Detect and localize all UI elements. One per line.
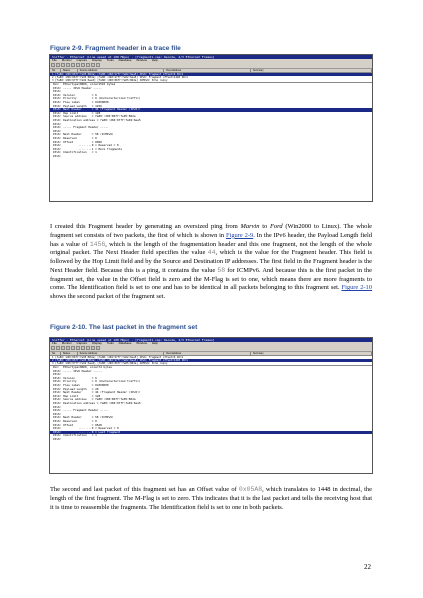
- menu-database[interactable]: Database: [118, 341, 132, 345]
- host-name-ford: Ford: [269, 223, 283, 230]
- figure-2-10-link[interactable]: Figure 2-10: [341, 284, 372, 292]
- decode-line[interactable]: IPv6: Reserved = 0: [53, 136, 97, 140]
- menu-window[interactable]: Window: [136, 341, 147, 345]
- col-source[interactable]: Source Address: [78, 69, 165, 72]
- col-summary[interactable]: Summary: [251, 352, 372, 355]
- toolbar-button[interactable]: [71, 346, 75, 350]
- menu-monitor[interactable]: Monitor: [61, 341, 72, 345]
- toolbar-button[interactable]: [56, 63, 60, 67]
- toolbar-button[interactable]: [96, 63, 100, 67]
- decode-line[interactable]: IPv6: ----- IPv6 Header -----: [53, 369, 102, 373]
- figure-2-10-screenshot: [49, 337, 373, 474]
- decode-line[interactable]: DLC: Ethertype=86DD, size=74 bytes: [53, 366, 112, 370]
- col-no[interactable]: No.: [50, 352, 61, 355]
- packet-row[interactable]: 1 [fe80::200:86ff:fe05:80da] [fe80::260:97ff:fe02:6ea5] IPv6: Fragment offset=0 ID=1: [50, 73, 372, 76]
- menu-database[interactable]: Database: [118, 58, 132, 62]
- col-no[interactable]: No.: [50, 69, 61, 72]
- toolbar-button[interactable]: [96, 346, 100, 350]
- toolbar-button[interactable]: [61, 346, 65, 350]
- toolbar-button[interactable]: [51, 346, 55, 350]
- text-run: for ICMPv6. And because this is the first packet in the fragment set, the value in the Offset field is zero and the M-Flag is set to one, which means there are more fragments to come. The Identification field is set to one and has to be identical in all packets belonging to this fragment set.: [50, 266, 372, 292]
- decode-line[interactable]: IPv6: Offset = 0000: [53, 140, 102, 144]
- toolbar-button[interactable]: [61, 63, 65, 67]
- toolbar-button[interactable]: [66, 346, 70, 350]
- decode-line[interactable]: IPv6: Payload Length = 1456: [53, 104, 102, 108]
- decode-line[interactable]: IPv6: Source address = fe80::200:86ff:fe05:80da: [53, 115, 136, 119]
- code-value: 44: [207, 249, 216, 257]
- decode-line[interactable]: IPv6: Destination address = fe80::260:97ff:fe02:6ea5: [53, 119, 141, 122]
- toolbar-button[interactable]: [56, 346, 60, 350]
- figure-2-9-screenshot: [49, 54, 373, 202]
- body-paragraph-2: [50, 486, 372, 512]
- toolbar-button[interactable]: [76, 346, 80, 350]
- decode-line-selected[interactable]: IPv6: .... ...0 = Last fragment: [50, 431, 372, 435]
- decode-line-selected[interactable]: IPv6: Next Header = 44 (Fragment Header (IPv6)): [50, 108, 372, 112]
- decode-line[interactable]: IPv6: Priority = 0 (Uncharacterized traffic): [53, 97, 141, 101]
- toolbar-button[interactable]: [91, 346, 95, 350]
- menu-capture[interactable]: Capture: [76, 58, 88, 62]
- menu-display[interactable]: Display: [92, 58, 102, 62]
- toolbar-button[interactable]: [76, 63, 80, 67]
- toolbar-button[interactable]: [86, 63, 90, 67]
- packet-row[interactable]: 1 [fe80::200:86ff:fe05:80da] [fe80::260:97ff:fe02:6ea5] IPv6: Fragment offset=0 ID=1: [52, 355, 184, 359]
- decode-line[interactable]: IPv6: Reserved = 0: [53, 419, 97, 423]
- packet-row[interactable]: 2 [fe80::200:86ff:fe05:80da] [fe80::260:97ff:fe02:6ea5] IPv6: Fragment offset=1448 ID=1: [50, 359, 372, 362]
- decode-line[interactable]: IPv6: Version = 6: [53, 376, 97, 380]
- col-dest[interactable]: Dest Address: [164, 352, 251, 355]
- text-run: , which translates to 1448 in decimal, the length of the first fragment. The M-Flag is set to zero. This indicates that it is the last packet and tells the receiving host that it is time to reassemble the fragments. The Identification field is set to one in both packets.: [50, 486, 373, 511]
- decode-line[interactable]: IPv6:: [53, 154, 62, 158]
- decode-line[interactable]: IPv6: ----- Fragment Header -----: [53, 126, 109, 130]
- code-value: 58: [217, 266, 226, 274]
- menu-file[interactable]: File: [52, 341, 57, 345]
- menu-monitor[interactable]: Monitor: [61, 58, 72, 62]
- packet-row[interactable]: 2 [fe80::200:86ff:fe05:80da] [fe80::260:97ff:fe02:6ea5] IPv6: Fragment offset=1448 ID=1: [52, 75, 188, 79]
- col-source[interactable]: Source Address: [78, 352, 165, 355]
- col-summary[interactable]: Summary: [251, 69, 372, 72]
- menu-tools[interactable]: Tools: [106, 58, 114, 62]
- code-value: 1456: [89, 240, 106, 248]
- text-run: to: [259, 223, 270, 230]
- figure-2-10-title: Figure 2-10. The last packet in the fragment set: [50, 324, 198, 331]
- text-run: I created this Fragment header by generating an oversized ping from: [50, 223, 241, 230]
- decode-line[interactable]: IPv6:: [53, 437, 62, 441]
- decode-line[interactable]: IPv6:: [53, 412, 62, 416]
- menu-capture[interactable]: Capture: [76, 341, 88, 345]
- decode-line[interactable]: IPv6: Flow label = 0x000000: [53, 384, 109, 388]
- decode-line[interactable]: IPv6: Priority = 0 (Uncharacterized traffic): [53, 380, 141, 384]
- decode-line[interactable]: DLC: Ethertype=86DD, size=1510 bytes: [53, 83, 116, 87]
- decode-line[interactable]: IPv6: .... ...0 = Reserved = 0: [53, 427, 119, 431]
- decode-line[interactable]: IPv6:: [53, 129, 62, 133]
- decode-line[interactable]: IPv6: Next Header = 44 (Fragment Header (IPv6)): [53, 391, 141, 395]
- figure-2-9-link[interactable]: Figure 2-9: [225, 231, 254, 239]
- decode-line[interactable]: IPv6: .... ...1 = More fragments: [53, 147, 123, 151]
- decode-line[interactable]: IPv6: ----- Fragment Header -----: [53, 409, 109, 413]
- decode-pane: [50, 83, 372, 158]
- toolbar-button[interactable]: [66, 63, 70, 67]
- text-run: . In the IPv6 header, the Payload Length field has a value of: [50, 231, 372, 248]
- decode-line[interactable]: IPv6: Next Header = 58 (ICMPv6): [53, 133, 114, 137]
- menu-help[interactable]: Help: [151, 341, 158, 345]
- decode-line[interactable]: IPv6: Payload Length = 20: [53, 387, 99, 391]
- decode-line[interactable]: IPv6:: [53, 90, 62, 94]
- toolbar-button[interactable]: [81, 346, 85, 350]
- col-status[interactable]: Status: [61, 352, 78, 355]
- decode-line[interactable]: IPv6: Offset = 05A8: [53, 423, 102, 427]
- menu-help[interactable]: Help: [151, 58, 158, 62]
- body-paragraph-1: [50, 223, 372, 302]
- decode-line[interactable]: IPv6: Identification = 1: [53, 434, 97, 438]
- menu-file[interactable]: File: [52, 58, 57, 62]
- decode-line[interactable]: IPv6:: [53, 122, 62, 126]
- host-name-marvin: Marvin: [240, 223, 260, 230]
- packet-row[interactable]: 3 [fe80::260:97ff:fe02:6ea5] [fe80::200:86ff:fe05:80da] ICMPv6: Echo reply: [52, 361, 168, 365]
- page-number: 22: [364, 563, 371, 571]
- text-run: , which is the value for the Fragment header. This field is followed by the Hop Limit field and by the Source and Destination IP addresses. The first field in the Fragment header is the Next Header field. Because this is a ping, it contains the value: [50, 249, 372, 274]
- decode-line[interactable]: IPv6:: [53, 405, 62, 409]
- col-status[interactable]: Status: [61, 69, 78, 72]
- menu-window[interactable]: Window: [136, 58, 147, 62]
- toolbar-button[interactable]: [51, 63, 55, 67]
- decode-line[interactable]: IPv6: Source address = fe80::200:86ff:fe05:80da: [53, 398, 136, 402]
- decode-line[interactable]: IPv6: Hop Limit = 128: [53, 111, 101, 115]
- text-run: (Win2000 to Linux). The whole fragment set consists of two packets, the first of which is shown in: [50, 223, 372, 239]
- menu-display[interactable]: Display: [92, 341, 102, 345]
- decode-line[interactable]: IPv6: ----- IPv6 Header -----: [53, 86, 102, 90]
- menu-tools[interactable]: Tools: [106, 341, 114, 345]
- col-dest[interactable]: Dest Address: [164, 69, 251, 72]
- toolbar-button[interactable]: [81, 63, 85, 67]
- text-run: The second and last packet of this fragment set has an Offset value of: [50, 486, 239, 493]
- decode-line[interactable]: IPv6:: [53, 373, 62, 377]
- decode-line[interactable]: IPv6: Version = 6: [53, 93, 97, 97]
- code-value: 0x05A8: [238, 486, 263, 493]
- text-run: , which is the length of the fragmentation header and this one fragment, not the length of the whole original packet. The Next Header field specifies the value: [50, 240, 372, 257]
- decode-pane: [50, 366, 372, 441]
- toolbar-button[interactable]: [91, 63, 95, 67]
- toolbar-button[interactable]: [86, 346, 90, 350]
- sniffer-titlebar: Sniffer - Ethernet (Line speed at 100 Mbps) - [fragment1.cap: Decode, 2/3 Ethernet Frames]: [50, 55, 372, 59]
- decode-line[interactable]: IPv6: Flow label = 0x000000: [53, 101, 109, 105]
- packet-row[interactable]: 3 [fe80::260:97ff:fe02:6ea5] [fe80::200:86ff:fe05:80da] ICMPv6: Echo reply: [52, 78, 168, 82]
- sniffer-titlebar: Sniffer - Ethernet (Line speed at 100 Mbps) - [fragment1.cap: Decode, 2/3 Ethernet Frames]: [50, 338, 372, 342]
- decode-line[interactable]: IPv6: .... ...0 = Reserved = 0: [53, 144, 119, 148]
- decode-line[interactable]: IPv6: Next Header = 58 (ICMPv6): [53, 416, 114, 420]
- text-run: shows the second packet of the fragment set.: [50, 293, 166, 300]
- decode-line[interactable]: IPv6: Destination address = fe80::260:97ff:fe02:6ea5: [53, 402, 141, 405]
- decode-line[interactable]: IPv6: Identification = 1: [53, 151, 97, 155]
- decode-line[interactable]: IPv6: Hop Limit = 128: [53, 394, 101, 398]
- figure-2-9-title: Figure 2-9. Fragment header in a trace file: [50, 45, 181, 52]
- toolbar-button[interactable]: [71, 63, 75, 67]
